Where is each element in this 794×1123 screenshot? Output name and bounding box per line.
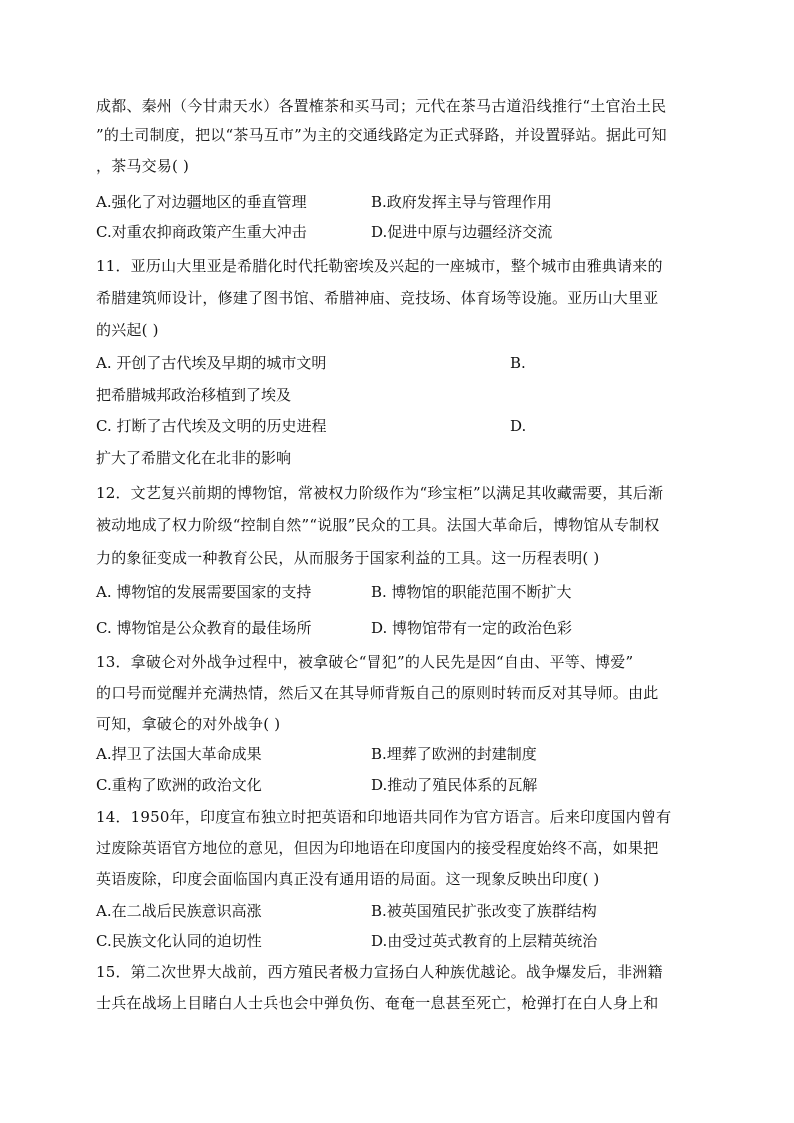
q10-option-c: C.对重农抑商政策产生重大冲击 (96, 223, 307, 241)
q13-stem-line-2: 的口号而觉醒并充满热情，然后又在其导师背叛自己的原则时转而反对其导师。由此 (96, 684, 659, 702)
q15-stem-line-2: 士兵在战场上目睹白人士兵也会中弹负伤、奄奄一息甚至死亡，枪弹打在白人身上和 (96, 994, 659, 1012)
q12-stem-line-2: 被动地成了权力阶级“控制自然”“说服”民众的工具。法国大革命后，博物馆从专制权 (96, 516, 660, 534)
q10-option-b: B.政府发挥主导与管理作用 (371, 193, 552, 211)
q13-option-a: A.捍卫了法国大革命成果 (96, 745, 262, 763)
q12-stem-line-3: 力的象征变成一种教育公民，从而服务于国家利益的工具。这一历程表明( ) (96, 549, 600, 567)
q11-stem-line-3: 的兴起( ) (96, 321, 159, 339)
q11-stem-line-1: 11．亚历山大里亚是希腊化时代托勒密埃及兴起的一座城市，整个城市由雅典请来的 (96, 257, 663, 275)
q11-option-c: C. 打断了古代埃及文明的历史进程 (96, 417, 327, 435)
q14-option-a: A.在二战后民族意识高涨 (96, 902, 262, 920)
q11-option-d-text: 扩大了希腊文化在北非的影响 (96, 449, 292, 467)
q13-option-d: D.推动了殖民体系的瓦解 (371, 776, 538, 794)
q14-option-d: D.由受过英式教育的上层精英统治 (371, 932, 598, 950)
q11-stem-line-2: 希腊建筑师设计，修建了图书馆、希腊神庙、竞技场、体育场等设施。亚历山大里亚 (96, 289, 659, 307)
q11-option-d-label: D. (510, 417, 527, 435)
q11-option-b-label: B. (510, 354, 526, 372)
q12-option-c: C. 博物馆是公众教育的最佳场所 (96, 619, 312, 637)
q12-option-b: B. 博物馆的职能范围不断扩大 (371, 583, 572, 601)
q14-stem-line-2: 过废除英语官方地位的意见，但因为印地语在印度国内的接受程度始终不高，如果把 (96, 839, 659, 857)
q14-stem-line-3: 英语废除，印度会面临国内真正没有通用语的局面。这一现象反映出印度( ) (96, 870, 600, 888)
q10-stem-line-2: ”的土司制度，把以“茶马互市”为主的交通线路定为正式驿路，并设置驿站。据此可知 (96, 126, 667, 144)
q13-option-b: B.埋葬了欧洲的封建制度 (371, 745, 537, 763)
q10-option-d: D.促进中原与边疆经济交流 (371, 223, 553, 241)
q14-stem-line-1: 14．1950年，印度宣布独立时把英语和印地语共同作为官方语言。后来印度国内曾有 (96, 808, 672, 826)
q12-stem-line-1: 12．文艺复兴前期的博物馆，常被权力阶级作为“珍宝柜”以满足其收藏需要，其后渐 (96, 484, 664, 502)
q11-option-b-text: 把希腊城邦政治移植到了埃及 (96, 386, 292, 404)
q14-option-b: B.被英国殖民扩张改变了族群结构 (371, 902, 597, 920)
q11-option-a: A. 开创了古代埃及早期的城市文明 (96, 354, 327, 372)
q13-stem-line-1: 13．拿破仑对外战争过程中，被拿破仑“冒犯”的人民先是因“自由、平等、博爱” (96, 653, 634, 671)
q10-stem-line-3: ，茶马交易( ) (96, 157, 190, 175)
q14-option-c: C.民族文化认同的迫切性 (96, 932, 262, 950)
q15-stem-line-1: 15．第二次世界大战前，西方殖民者极力宣扬白人种族优越论。战争爆发后，非洲籍 (96, 963, 663, 981)
q13-stem-line-3: 可知，拿破仑的对外战争( ) (96, 715, 281, 733)
q12-option-a: A. 博物馆的发展需要国家的支持 (96, 583, 312, 601)
q10-stem-line-1: 成都、秦州（今甘肃天水）各置榷茶和买马司；元代在茶马古道沿线推行“土官治土民 (96, 97, 667, 115)
q12-option-d: D. 博物馆带有一定的政治色彩 (371, 619, 573, 637)
q10-option-a: A.强化了对边疆地区的垂直管理 (96, 193, 307, 211)
q13-option-c: C.重构了欧洲的政治文化 (96, 776, 262, 794)
